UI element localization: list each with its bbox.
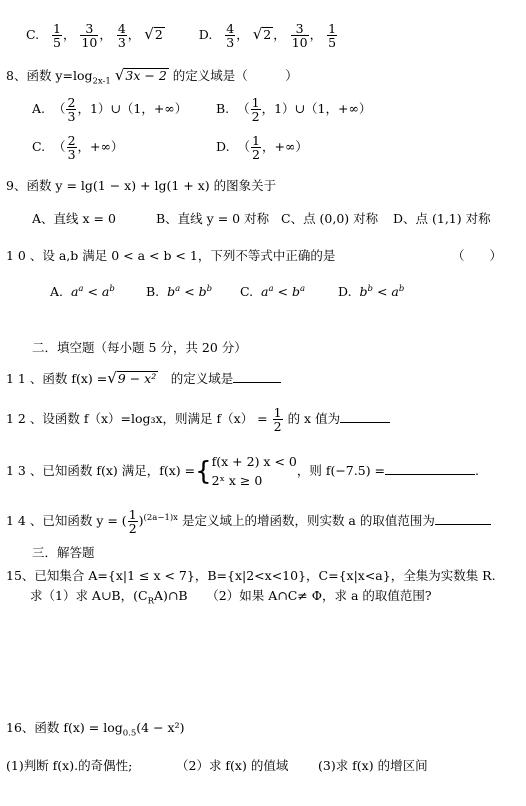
section-three-title: 三．解答题 xyxy=(32,545,95,560)
piecewise-cases: f(x + 2) x < 0 2ˣ x ≥ 0 xyxy=(211,454,297,489)
q7-options: C. $\frac{1}{5}$ ， $\frac{3}{10}$ ， $\frac{4}{3}$ ， √2 D. $\frac{4}{3}$ ， √2 ， $\frac{3}{10}$ ， $\frac{1}{5}$ xyxy=(26,21,337,51)
fraction: $\frac{1}{2}$ xyxy=(128,507,137,537)
q7-option-d-label: D. xyxy=(198,27,213,43)
q9-stem: 9、函数 y = lg(1 − x) + lg(1 + x) 的图象关于 xyxy=(6,178,277,193)
answer-blank xyxy=(385,474,475,475)
q9-option-c: C、点 (0,0) 对称 xyxy=(281,211,379,226)
q7-option-c-label: C. xyxy=(26,27,40,43)
answer-blank xyxy=(233,382,281,383)
fraction: $\frac{1}{2}$ xyxy=(251,95,260,125)
fraction: $\frac{1}{5}$ xyxy=(53,21,61,51)
q8-option-a: A. （ $\frac{2}{3}$ ，1）∪（1，+∞） xyxy=(32,95,188,125)
q10-option-d: D. $b^b < a^b$ xyxy=(338,284,405,300)
answer-blank xyxy=(435,524,491,525)
q8-option-d: D. （ $\frac{1}{2}$ ，+∞） xyxy=(216,133,308,163)
q16-part-2: （2）求 f(x) 的值域 xyxy=(176,758,289,773)
fraction: $\frac{1}{5}$ xyxy=(328,21,337,51)
q10-option-a: A. $a^a < a^b$ xyxy=(50,284,115,300)
q16-part-3: (3)求 f(x) 的增区间 xyxy=(318,758,428,773)
q13: 1 3 、已知函数 f(x) 满足，f(x) ={ f(x + 2) x < 0 2ˣ x ≥ 0 ，则 f(−7.5) = . xyxy=(6,452,479,491)
sqrt-expression: 9 − x² xyxy=(117,371,157,386)
fraction: $\frac{1}{2}$ xyxy=(252,133,260,163)
q16-stem: 16、函数 $f(x) = \log_{0.5}(4 - x^2)$ xyxy=(6,720,185,739)
fraction: $\frac{1}{2}$ xyxy=(273,405,282,435)
fraction: $\frac{3}{10}$ xyxy=(81,21,98,51)
sqrt-expression: 3x − 2 xyxy=(125,68,167,83)
sqrt-expression: 2 xyxy=(154,27,163,43)
q12: 1 2 、设函数 f（x）=log₃x，则满足 f（x） = $\frac{1}{2}$ 的 x 值为 xyxy=(6,406,390,433)
q16-part-1: (1)判断 f(x).的奇偶性; xyxy=(6,758,133,773)
fraction: $\frac{2}{3}$ xyxy=(67,95,76,125)
q8-option-c: C. （ $\frac{2}{3}$ ，+∞） xyxy=(32,133,124,163)
q9-option-b: B、直线 y = 0 对称 xyxy=(156,211,270,226)
q15-line-1: 15、已知集合 A={x|1 ≤ x < 7}，B={x|2<x<10}，C={x|x<a}，全集为实数集 R. xyxy=(6,568,496,583)
q8-stem: 8、函数 $y=\log_{2x-1}$ √3x − 2 的定义域是（ ） xyxy=(6,66,298,87)
q10-option-b: B. $b^a < b^b$ xyxy=(146,284,213,300)
fraction: $\frac{4}{3}$ xyxy=(226,21,235,51)
q14: 1 4 、已知函数 y = ( $\frac{1}{2}$ )$^{(2a-1)x}$ 是定义域上的增函数，则实数 a 的取值范围为 xyxy=(6,508,491,535)
q15-line-2: 求（1）求 A∪B，$(C_RA)\cap B$ （2）如果 A∩C≠ Φ，求 a 的取值范围? xyxy=(30,588,432,607)
q10-option-c: C. $a^a < b^a$ xyxy=(240,284,306,300)
sqrt-expression: 2 xyxy=(263,27,272,43)
q10-answer-paren: （ ） xyxy=(452,248,503,263)
q9-option-d: D、点 (1,1) 对称 xyxy=(393,211,491,226)
q8-option-b: B. （ $\frac{1}{2}$ ，1）∪（1，+∞） xyxy=(216,95,372,125)
q11: 1 1 、函数 f(x) =√9 − x² 的定义域是 xyxy=(6,369,281,387)
fraction: $\frac{4}{3}$ xyxy=(117,21,126,51)
answer-blank xyxy=(340,422,390,423)
section-two-title: 二．填空题（每小题 5 分，共 20 分） xyxy=(32,340,247,355)
fraction: $\frac{2}{3}$ xyxy=(67,133,76,163)
q10-stem: 1 0 、设 a,b 满足 0 < a < b < 1，下列不等式中正确的是 xyxy=(6,248,336,263)
q9-option-a: A、直线 x = 0 xyxy=(32,211,116,226)
fraction: $\frac{3}{10}$ xyxy=(291,21,308,51)
